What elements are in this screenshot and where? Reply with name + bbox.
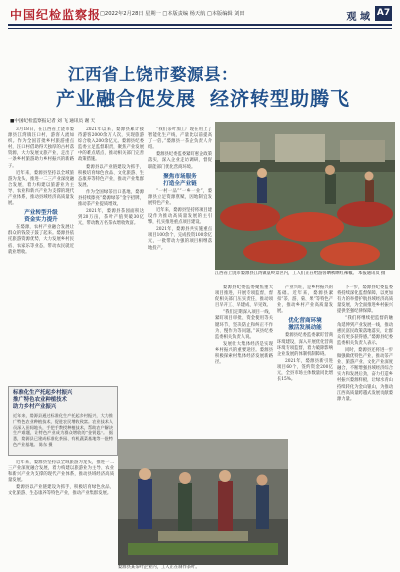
paragraph: 近年来，婺源县坚持以全域旅游为龙头，推进一二三产业深度融合发展，着力构建以旅游业为主导、农业和新兴产业为支撑的现代产业体系，推动县域经济高质量发展。 [8,170,74,207]
paragraph: 发展壮大集体经济是实现乡村振兴的重要途径。婺源县积极探索村集体经济发展新路径。 [215,341,273,366]
paragraph: 婺源县纪委监委紧盯惠企政策落实，深入企业走访调研，督促职能部门优化营商环境。 [148,152,212,170]
paragraph: 2021年以来，婺源县累计接待游客2000余万人次，实现旅游综合收入200余亿元。婺源县纪委监委立足监督职责，聚焦产业发展中的难点堵点，推动相关部门完善政策措施。 [78,127,144,163]
subheading: 产业转型升级 资金实力提升 [24,210,58,224]
paragraph: 2021年，婺源县茶园面积达到20万亩，茶叶产值突破30亿元，带动数万名茶农增收致富。 [78,209,144,227]
masthead [8,4,392,42]
masthead-rule [8,24,392,26]
photo-workers-drying-peppers [215,122,395,270]
headline-part-a: 产业融合促发展 [56,88,197,110]
headline-kicker: 江西省上饶市婺源县： [68,65,238,84]
paragraph: 近年来，婺源县坚持将项目建设作为推动高质量发展的主引擎，扎实推进重点项目建设。 [148,207,212,226]
subheading: 优化营商环境 激活发展动能 [288,318,322,332]
dateline: □2022年2月28日 星期一 □本版责编 杨天航 □本版编辑 刘田 [100,11,245,17]
paragraph: 下一步，婺源县纪委监委将持续深化监督保障，以更加有力的举措护航县域经济高质量发展，为全面推进乡村振兴提供坚强纪律保障。 [337,285,393,315]
paragraph: 在婺源，农村产业融合发展让群众的钱袋子鼓了起来。婺源县依托旅游资源优势，大力发展乡村民宿、农家乐等业态，带动农民就近就业增收。 [8,225,74,255]
paragraph: 2021年，婺源县新引进项目60个，签约资金200亿元，全县市场主体数量同比增长15%。 [277,358,333,383]
subheading: 聚焦市场服务 打造全产业链 [163,173,197,187]
article-column-1 [8,127,74,383]
paragraph: 婺源县以产业链建设为抓手，积极培育绿色食品、文化旅游、生态康养等特色产业，推动产业集群发展。 [78,164,144,188]
headline-part-b: 经济转型助腾飞 [210,88,351,110]
sidebar-box [8,386,118,456]
article-column-2 [78,127,144,383]
paragraph: 产业兴旺，是乡村振兴的基础。近年来，婺源县紧扣“茶、游、菊、果”等特色产业，推动乡村产业高质量发展。 [277,285,333,315]
paragraph: “我们定期深入项目一线，紧盯项目审批、资金使用等关键环节，坚决防止和纠正不作为、慢作为等问题。”该县纪委监委相关负责人说。 [215,310,273,340]
paragraph: “我们茶叶加工厂现在用上了智能化生产线，产量比以前提高了一倍。”婺源县一茶企负责人介绍。 [148,127,212,151]
paragraph: “一村一品”“一乡一业”，婺源县立足资源禀赋，因地制宜发展特色产业。 [148,188,212,206]
page-number: A7 [375,6,392,21]
paragraph: 3月18日，在江西省上饶市婺源县江湾镇汪口村，游客人流如织。作为全国首批乡村旅游重点村，汪口村借助得天独厚的古村落资源，大力发展文旅产业，走出了一条乡村旅游助力乡村振兴的新路子。 [8,127,74,169]
newspaper-logo: 中国纪检监察报 [10,8,102,22]
paragraph: 近年来，婺源县坚持以全域旅游为龙头，推进一二三产业深度融合发展，着力构建以旅游业为主导、农业和新兴产业为支撑的现代产业体系，推动县域经济高质量发展。 [8,460,114,484]
photo-caption-main: 江西省上饶市婺源县江湾镇篁岭景区内，工人们正在给游客晒秋晒红辣椒。 本报通讯员 摄 [215,271,386,276]
paragraph: 同时，婺源县还将进一步做强做优特色产业，推动茶产业、旅游产业、文化产业深度融合，不断增强县域经济综合实力和发展后劲，奋力打造乡村振兴婺源样板，让绿水青山持续转化为金山银山，为推动江西高质量跨越式发展贡献婺源力量。 [337,347,393,402]
paragraph: 婺源县以产业链建设为抓手，积极培育绿色食品、文化旅游、生态康养等特色产业，推动产业集群发展。 [8,485,114,497]
paragraph: 婺源县纪委监委紧盯营商环境建设，深入开展优化营商环境专项监督，着力破除影响企业发展的体制机制障碍。 [277,333,333,357]
photo-caption-bottom: 婺源县某茶叶企业内，工人正在制作茶叶。 [118,565,200,570]
byline: ■中国纪检监察报记者 刘 飞 通讯员 谢 天 [10,119,96,124]
headline [56,84,350,111]
article-column-1-bottom [8,460,114,565]
section-title: 观 域 [346,12,370,23]
photo-tea-factory [118,439,288,565]
paragraph: 婺源县纪委监委聚焦重大项目推进，开展专项监督，督促相关部门压实责任，推动项目早开工、早建成、早见效。 [215,285,273,309]
paragraph: 2021年，婺源县共实施重点项目100余个，完成投资100余亿元，一批带动力强的项目相继落地投产。 [148,227,212,251]
masthead-rule-thin [8,28,392,29]
article-column-6 [337,285,393,563]
paragraph: 作为全国绿茶出口基地，婺源县持续擦亮“婺源绿茶”金字招牌，推动茶产业提质增效。 [78,189,144,208]
sidebar-box-title: 标准化生产托起乡村振兴 推广特色农业种植技术 助力乡村产业振兴 [13,390,73,410]
article-column-3 [148,127,212,437]
paragraph: “我们将继续把监督的触角延伸到产业发展一线，推动惠民富民政策落地落实，让群众有更多获得感。”婺源县纪委监委相关负责人表示。 [337,316,393,346]
sidebar-box-text: 近年来，婺源县通过标准化生产托起乡村振兴，大力推广特色农业种植技术，促进农民增收致富。农业技术人员深入田间地头，手把手教授种植技术，帮助农户解决生产难题，让特色产业成为群众增收的“金钥匙”。 据悉，婺源县已建成标准化茶园、有机蔬菜基地等一批特色产业基地。 陈东 摄 [13,413,113,447]
